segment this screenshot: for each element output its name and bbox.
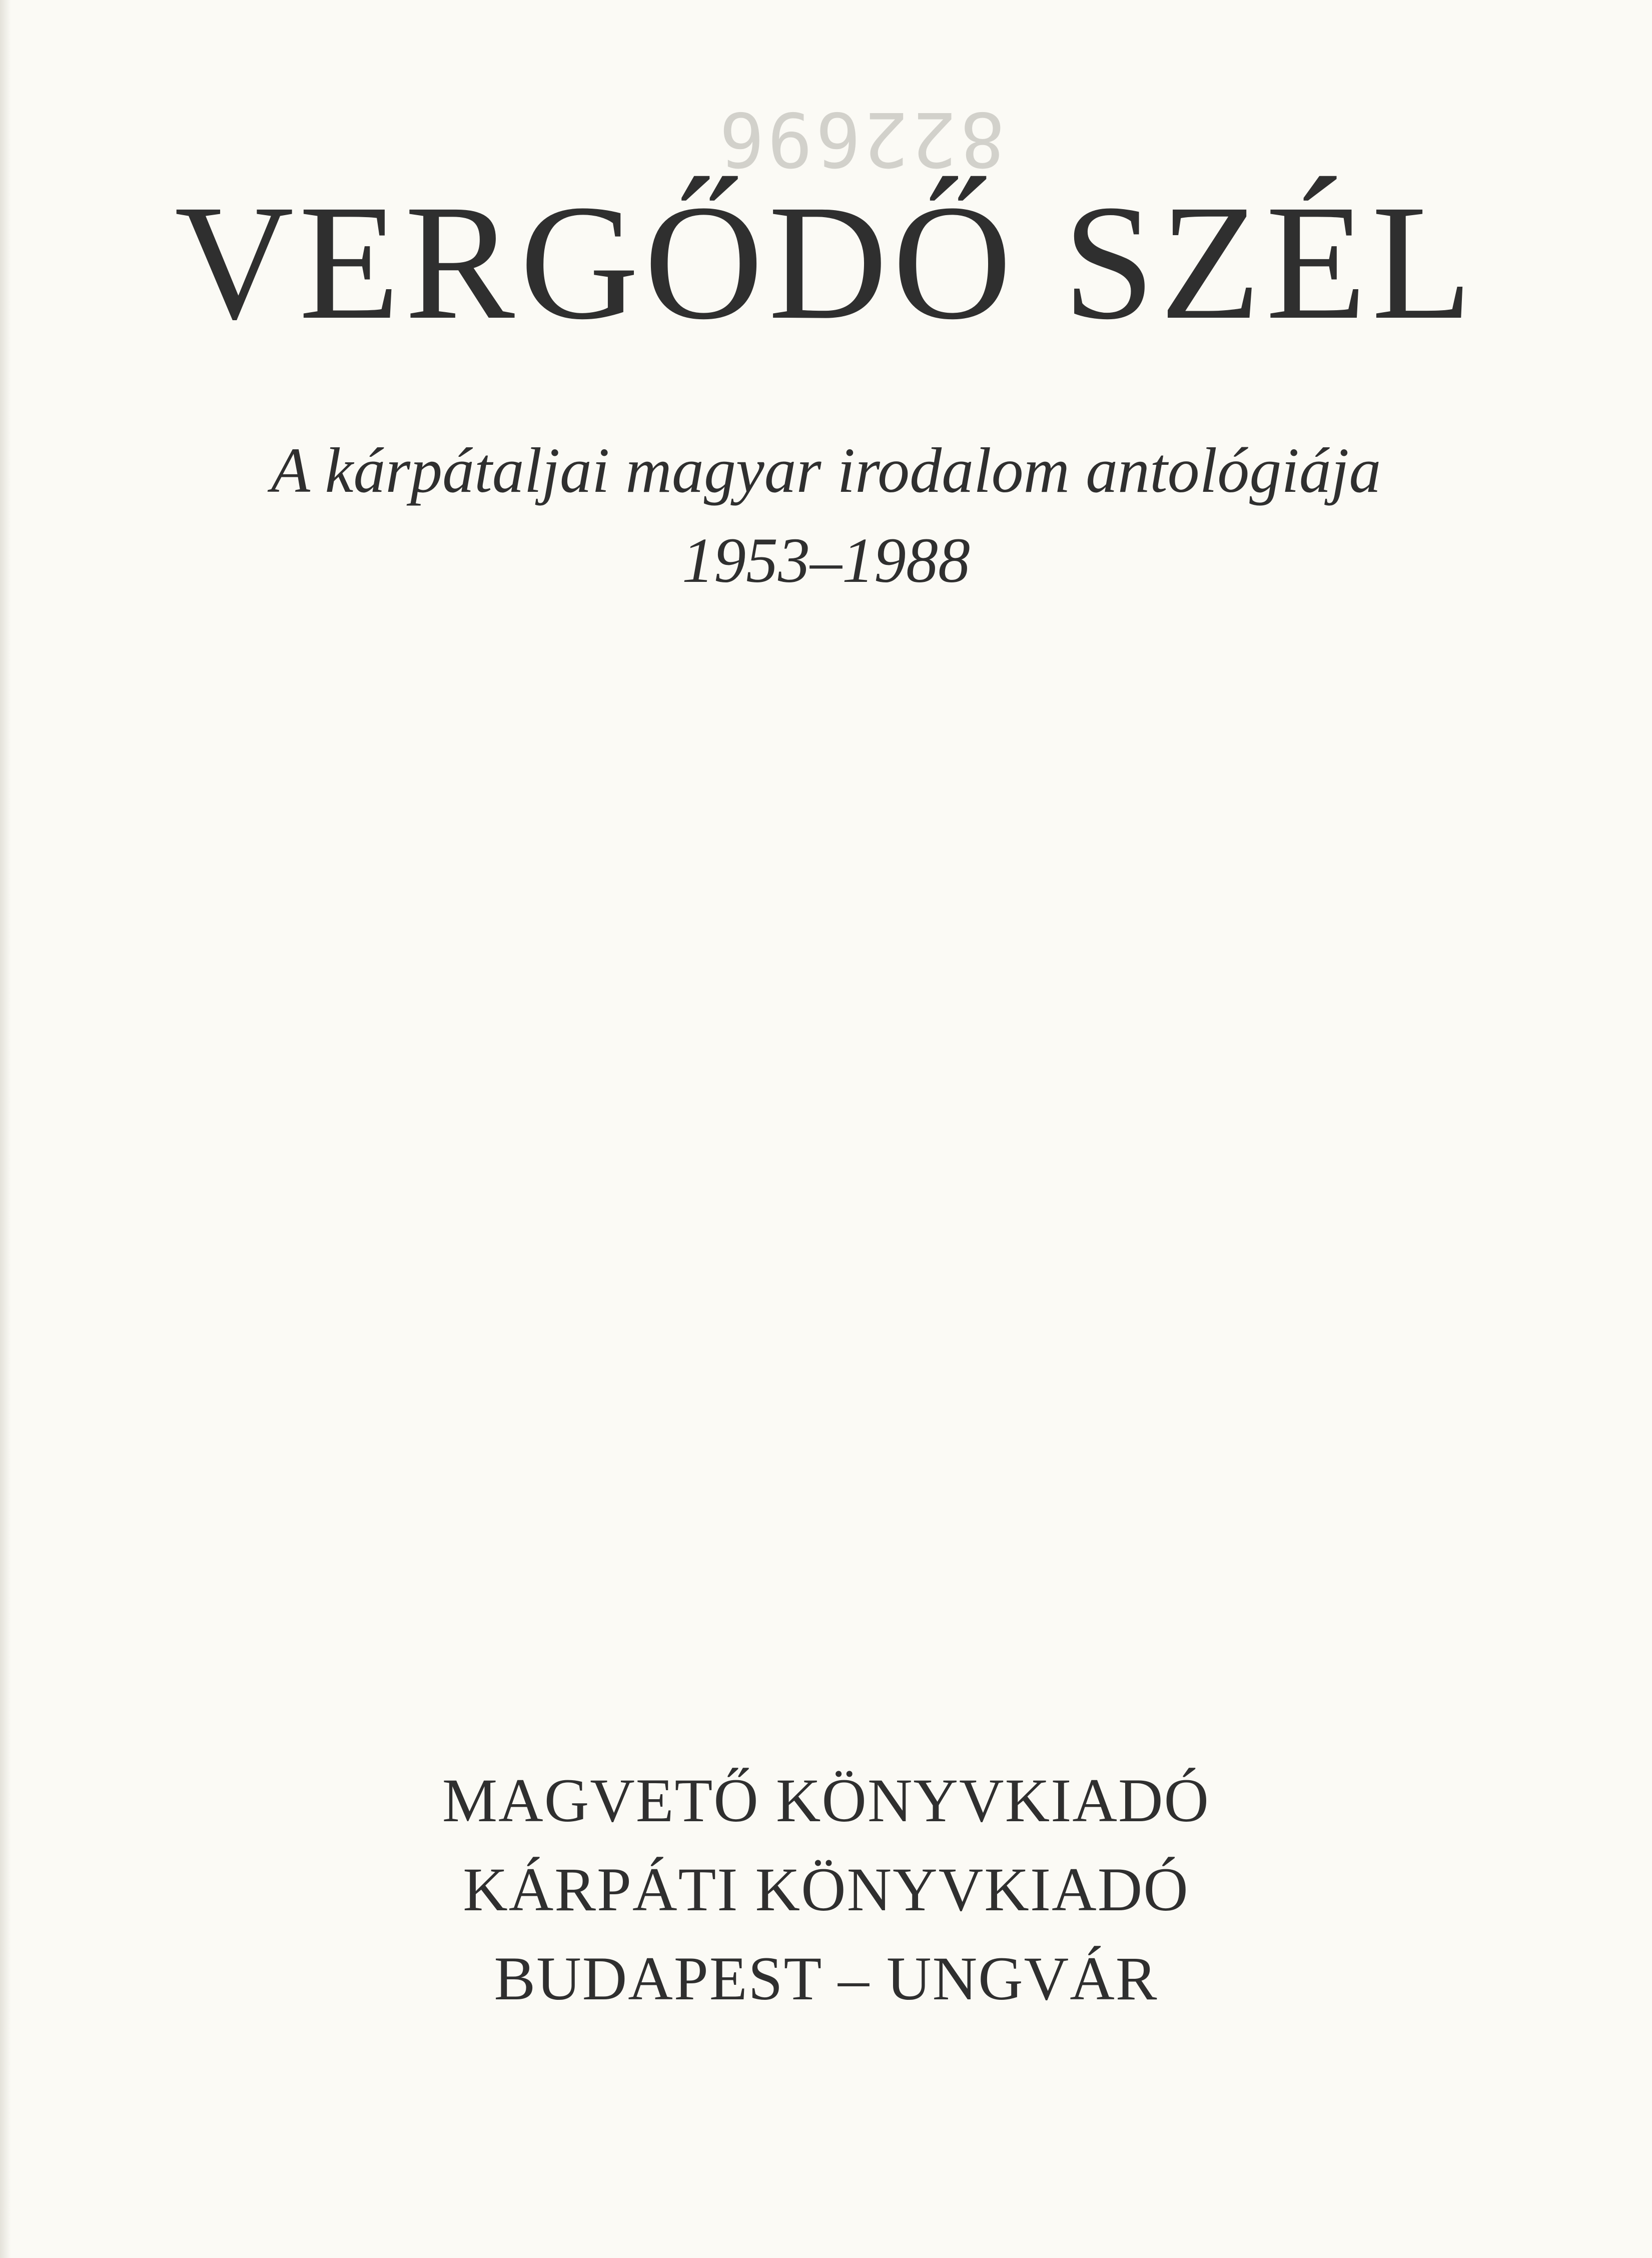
book-subtitle: A kárpátaljai magyar irodalom antológiája — [271, 435, 1381, 506]
publisher-place: BUDAPEST – UNGVÁR — [494, 1944, 1158, 2013]
publisher-line-1: MAGVETŐ KÖNYVKIADÓ — [442, 1766, 1210, 1835]
book-title: VERGŐDŐ SZÉL — [174, 171, 1478, 354]
publisher-line-2: KÁRPÁTI KÖNYVKIADÓ — [463, 1855, 1189, 1924]
library-stamp: 822696 — [716, 95, 1005, 182]
publication-years: 1953–1988 — [682, 525, 970, 596]
publisher-block — [0, 1756, 1652, 2023]
